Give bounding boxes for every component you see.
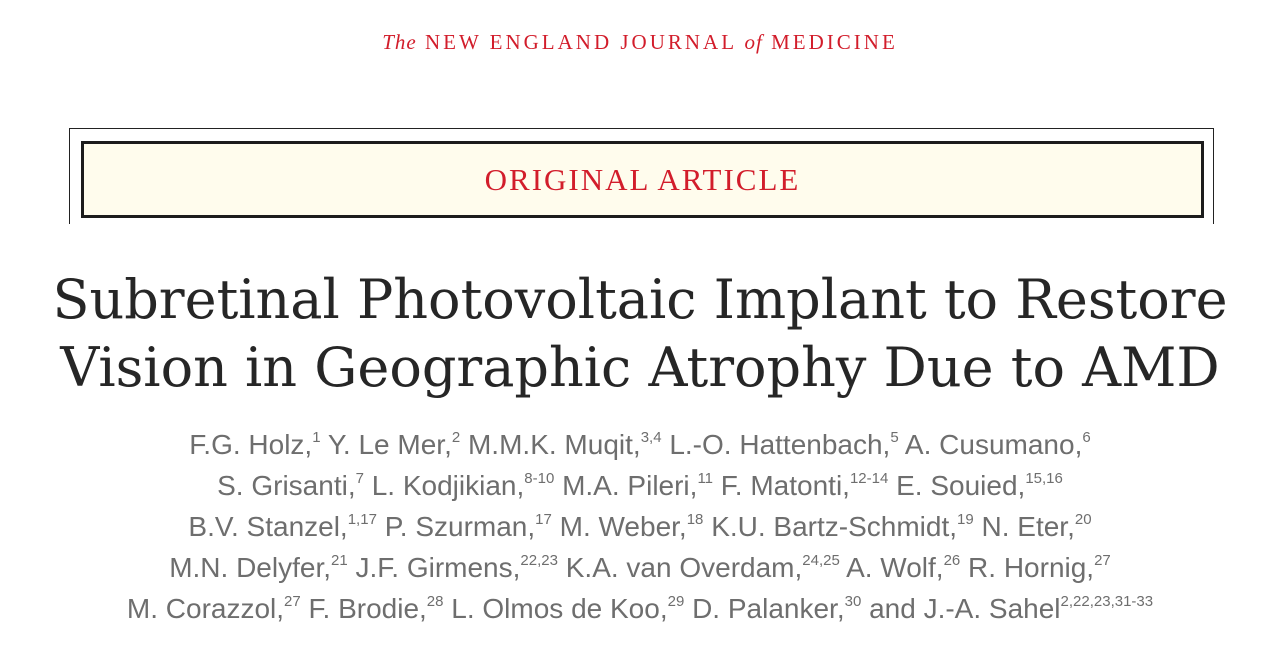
author-affiliation: 7 <box>355 470 364 487</box>
title-line: Subretinal Photovoltaic Implant to Restore <box>52 268 1228 331</box>
author-name: K.A. van Overdam, <box>565 552 803 583</box>
author-name: L.-O. Hattenbach, <box>669 429 891 460</box>
author-name: F. Brodie, <box>308 593 427 624</box>
author-affiliation: 11 <box>697 470 714 487</box>
masthead-the: The <box>382 30 417 54</box>
author-name: E. Souied, <box>896 470 1026 501</box>
author-affiliation: 21 <box>331 552 348 569</box>
masthead-of: of <box>744 30 763 54</box>
author-list <box>20 424 1260 629</box>
author-affiliation: 12-14 <box>849 470 889 487</box>
author-affiliation: 27 <box>1094 552 1111 569</box>
author-affiliation: 15,16 <box>1025 470 1063 487</box>
author-name: L. Kodjikian, <box>371 470 525 501</box>
author-name: F.G. Holz, <box>189 429 313 460</box>
author-line <box>20 424 1260 465</box>
author-affiliation: 30 <box>844 593 862 610</box>
author-affiliation: 17 <box>535 511 552 528</box>
author-name: L. Olmos de Koo, <box>451 593 668 624</box>
author-affiliation: 3,4 <box>640 429 662 446</box>
author-line <box>20 547 1260 588</box>
journal-masthead <box>0 30 1280 55</box>
author-affiliation: 19 <box>957 511 974 528</box>
author-affiliation: 5 <box>890 429 899 446</box>
author-name: A. Wolf, <box>846 552 944 583</box>
article-title <box>40 266 1240 402</box>
author-name: S. Grisanti, <box>217 470 356 501</box>
author-name: M. Weber, <box>559 511 687 542</box>
author-name: N. Eter, <box>981 511 1075 542</box>
author-name: and J.-A. Sahel <box>869 593 1061 624</box>
author-line <box>20 506 1260 547</box>
author-line <box>20 588 1260 629</box>
author-name: A. Cusumano, <box>904 429 1083 460</box>
masthead-medicine: MEDICINE <box>771 30 898 54</box>
author-affiliation: 29 <box>667 593 685 610</box>
author-name: Y. Le Mer, <box>327 429 452 460</box>
author-name: M.A. Pileri, <box>562 470 698 501</box>
author-affiliation: 1,17 <box>347 511 377 528</box>
author-line <box>20 465 1260 506</box>
author-affiliation: 26 <box>943 552 961 569</box>
author-name: R. Hornig, <box>968 552 1095 583</box>
author-affiliation: 2 <box>451 429 461 446</box>
author-name: M. Corazzol, <box>126 593 285 624</box>
author-affiliation: 1 <box>312 429 321 446</box>
author-name: F. Matonti, <box>720 470 850 501</box>
author-name: M.M.K. Muqit, <box>467 429 641 460</box>
author-name: K.U. Bartz-Schmidt, <box>711 511 958 542</box>
article-type-banner <box>81 141 1204 218</box>
author-affiliation: 27 <box>284 593 301 610</box>
author-affiliation: 8-10 <box>524 470 555 487</box>
author-affiliation: 6 <box>1082 429 1091 446</box>
article-type-label: ORIGINAL ARTICLE <box>484 161 801 197</box>
author-name: B.V. Stanzel, <box>188 511 348 542</box>
author-affiliation: 18 <box>686 511 704 528</box>
author-name: P. Szurman, <box>384 511 536 542</box>
masthead-name: NEW ENGLAND JOURNAL <box>424 30 737 54</box>
author-name: M.N. Delyfer, <box>169 552 332 583</box>
author-affiliation: 20 <box>1074 511 1092 528</box>
author-affiliation: 28 <box>426 593 444 610</box>
author-name: J.F. Girmens, <box>355 552 521 583</box>
title-line: Vision in Geographic Atrophy Due to AMD <box>60 336 1220 399</box>
author-name: D. Palanker, <box>692 593 845 624</box>
author-affiliation: 22,23 <box>520 552 558 569</box>
author-affiliation: 24,25 <box>802 552 840 569</box>
author-affiliation: 2,22,23,31-33 <box>1060 593 1154 610</box>
